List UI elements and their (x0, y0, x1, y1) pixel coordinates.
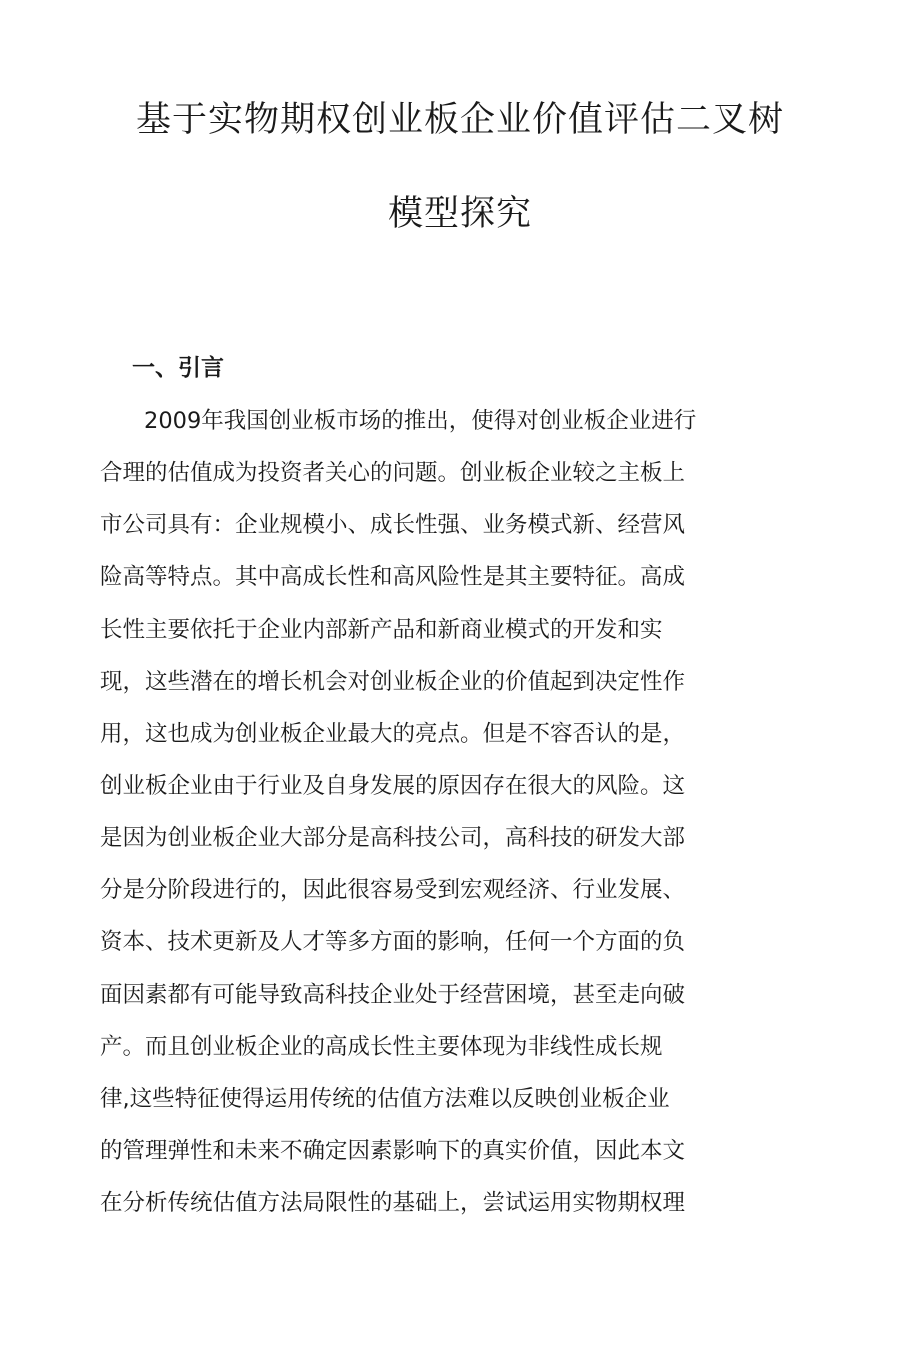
paragraph-line: 的管理弹性和未来不确定因素影响下的真实价值，因此本文 (100, 1138, 686, 1164)
paragraph-line: 面因素都有可能导致高科技企业处于经营困境，甚至走向破 (100, 982, 686, 1008)
section-heading-introduction: 一、引言 (132, 355, 224, 381)
paragraph-line: 在分析传统估值方法局限性的基础上，尝试运用实物期权理 (100, 1190, 686, 1216)
paragraph-line: 分是分阶段进行的，因此很容易受到宏观经济、行业发展、 (100, 877, 686, 903)
paragraph-line: 现，这些潜在的增长机会对创业板企业的价值起到决定性作 (100, 669, 686, 695)
paragraph-line: 险高等特点。其中高成长性和高风险性是其主要特征。高成 (100, 564, 686, 590)
paragraph-line: 资本、技术更新及人才等多方面的影响，任何一个方面的负 (100, 929, 686, 955)
paragraph-line: 律,这些特征使得运用传统的估值方法难以反映创业板企业 (100, 1086, 670, 1112)
paragraph-line: 长性主要依托于企业内部新产品和新商业模式的开发和实 (100, 617, 663, 643)
paragraph-line: 创业板企业由于行业及自身发展的原因存在很大的风险。这 (100, 773, 686, 799)
paragraph-line: 用，这也成为创业板企业最大的亮点。但是不容否认的是， (100, 721, 686, 747)
paragraph-line: 市公司具有：企业规模小、成长性强、业务模式新、经营风 (100, 512, 686, 538)
document-title-line-2: 模型探究 (387, 194, 532, 234)
paragraph-line: 合理的估值成为投资者关心的问题。创业板企业较之主板上 (100, 460, 686, 486)
paragraph-line: 是因为创业板企业大部分是高科技公司，高科技的研发大部 (100, 825, 686, 851)
paragraph-line: 产。而且创业板企业的高成长性主要体现为非线性成长规 (100, 1034, 663, 1060)
document-title-line-1: 基于实物期权创业板企业价值评估二叉树 (135, 100, 784, 140)
paragraph-line: 2009年我国创业板市场的推出，使得对创业板企业进行 (144, 408, 697, 434)
